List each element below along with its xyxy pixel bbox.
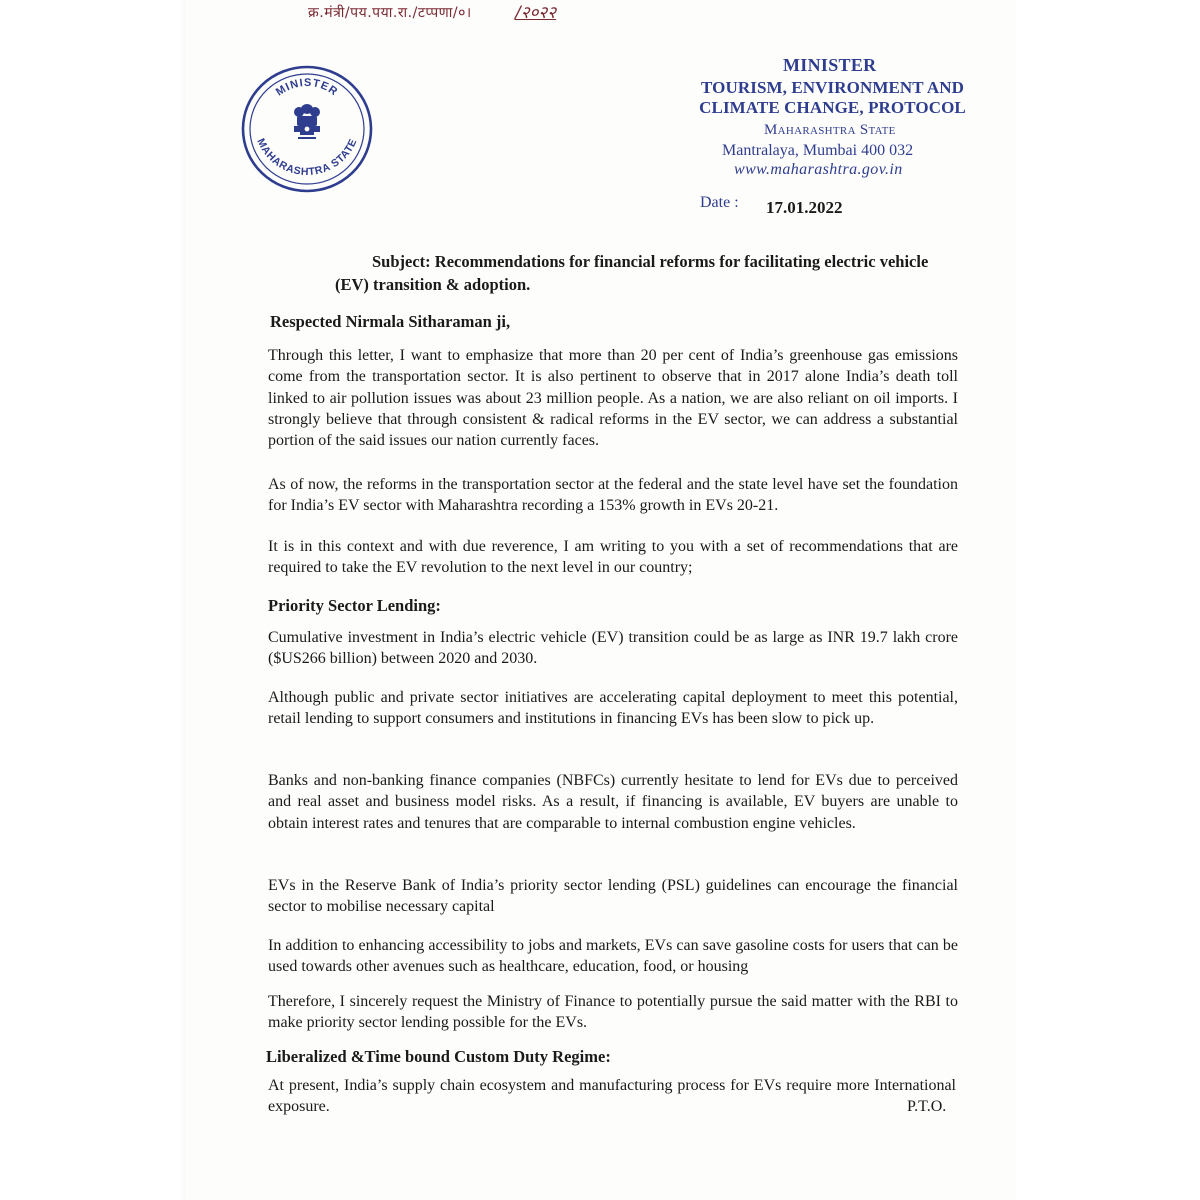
body-paragraph: Through this letter, I want to emphasize that more than 20 per cent of India’s greenhouse gas emissions come from the transportation sector. It is also pertinent to observe that in 2017 alone India’s death toll linked to air pollution issues was about 23 million people. As a nation, we are also reliant on oil imports. I strongly believe that through consistent & radical reforms in the EV sector, we can address a substantial portion of the said issues our nation currently faces. bbox=[268, 347, 958, 450]
body-paragraph: It is in this context and with due reverence, I am writing to you with a set of recommendations that are required to take the EV revolution to the next level in our country; bbox=[268, 538, 958, 577]
portfolio-line-2: CLIMATE CHANGE, PROTOCOL bbox=[699, 98, 966, 117]
please-turn-over: P.T.O. bbox=[907, 1098, 947, 1115]
reference-number: क्र.मंत्री/पय.पया.रा./टप्पणा/०। bbox=[308, 5, 472, 21]
body-paragraph: Cumulative investment in India’s electric vehicle (EV) transition could be as large as INR 19.7 lakh crore ($US266 billion) between 2020 and 2030. bbox=[268, 629, 958, 668]
section-heading-priority-sector-lending: Priority Sector Lending: bbox=[268, 596, 441, 615]
section-heading-custom-duty: Liberalized &Time bound Custom Duty Regime: bbox=[266, 1047, 611, 1066]
website-link[interactable]: www.maharashtra.gov.in bbox=[734, 161, 903, 178]
state-name: Maharashtra State bbox=[764, 122, 896, 138]
svg-text:MAHARASHTRA STATE bbox=[254, 137, 359, 178]
national-emblem-icon bbox=[294, 104, 320, 139]
body-paragraph: Banks and non-banking finance companies (NBFCs) currently hesitate to lend for EVs due to perceived and real asset and business model risks. As a result, if financing is available, EV buyers are unable to obtain interest rates and tenures that are comparable to internal combustion engine vehicles. bbox=[268, 772, 958, 832]
reference-handwritten-year: /२०२२ bbox=[515, 3, 557, 23]
date-value: 17.01.2022 bbox=[766, 198, 843, 217]
body-paragraph: As of now, the reforms in the transportation sector at the federal and the state level have set the foundation for India’s EV sector with Maharashtra recording a 153% growth in EVs 20-21. bbox=[268, 476, 958, 515]
minister-title: MINISTER bbox=[783, 55, 877, 75]
subject-line: Subject: Recommendations for financial reforms for facilitating electric vehicle (EV) transition & adoption. bbox=[335, 252, 929, 294]
office-address: Mantralaya, Mumbai 400 032 bbox=[722, 142, 914, 159]
body-paragraph: In addition to enhancing accessibility to jobs and markets, EVs can save gasoline costs for users that can be used towards other avenues such as healthcare, education, food, or housing bbox=[268, 937, 958, 976]
minister-seal bbox=[240, 62, 375, 197]
seal-bottom-text: MAHARASHTRA STATE bbox=[254, 136, 360, 179]
body-paragraph: EVs in the Reserve Bank of India’s priority sector lending (PSL) guidelines can encourage the financial sector to mobilise necessary capital bbox=[268, 877, 958, 916]
portfolio-line-1: TOURISM, ENVIRONMENT AND bbox=[701, 78, 964, 97]
svg-text:MINISTER bbox=[274, 77, 340, 99]
seal-top-text: MINISTER bbox=[273, 76, 341, 99]
date-label: Date : bbox=[700, 194, 739, 211]
salutation: Respected Nirmala Sitharaman ji, bbox=[270, 312, 511, 331]
body-paragraph: Therefore, I sincerely request the Ministry of Finance to potentially pursue the said matter with the RBI to make priority sector lending possible for the EVs. bbox=[268, 993, 958, 1032]
body-paragraph: At present, India’s supply chain ecosystem and manufacturing process for EVs require more International exposure. bbox=[268, 1077, 956, 1116]
body-paragraph: Although public and private sector initiatives are accelerating capital deployment to meet this potential, retail lending to support consumers and institutions in financing EVs has been slow to pick up. bbox=[268, 689, 958, 728]
